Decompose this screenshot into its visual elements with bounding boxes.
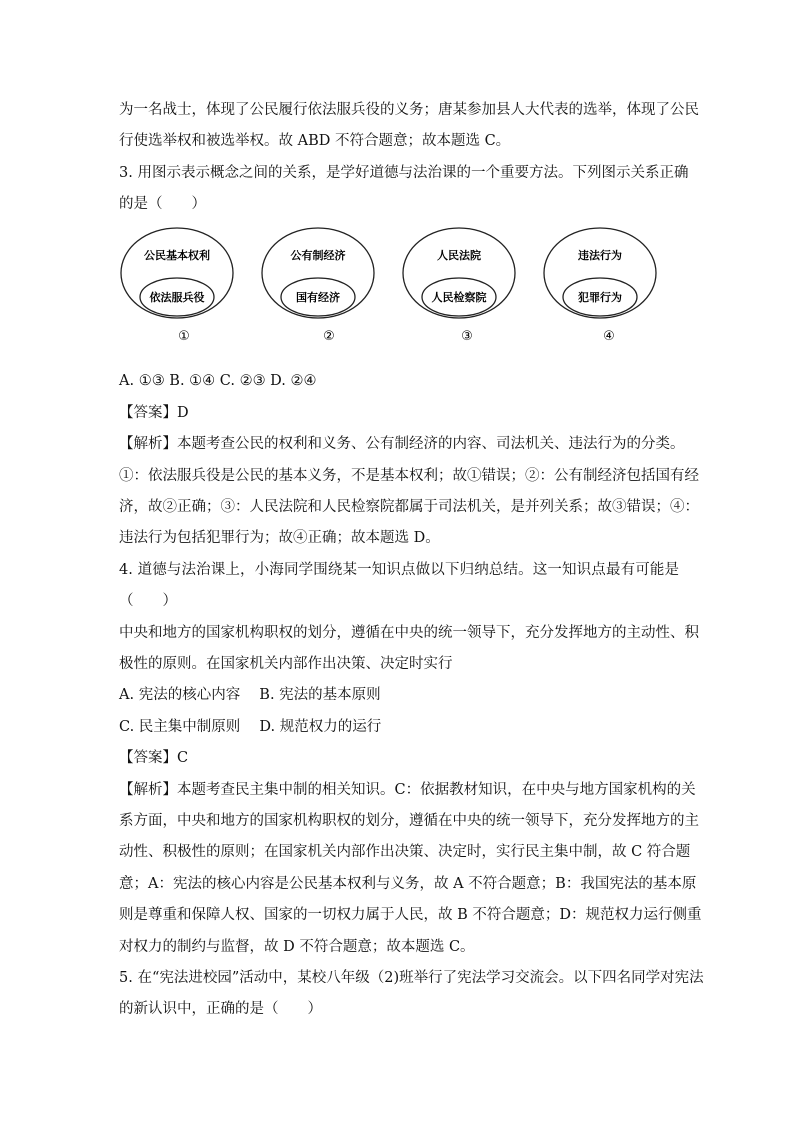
diagram-3 xyxy=(403,228,515,344)
diagram-3-outer-label: 人民法院 xyxy=(437,249,481,262)
diagram-3-inner-label: 人民检察院 xyxy=(431,291,487,304)
diagram-2-inner-label: 国有经济 xyxy=(296,291,340,304)
text-line: 行使选举权和被选举权。故 ABD 不符合题意；故本题选 C。 xyxy=(119,133,511,149)
question-4-material: 中央和地方的国家机构职权的划分，遵循在中央的统一领导下，充分发挥地方的主动性、积 xyxy=(119,625,699,641)
question-4-options: C. 民主集中制原则 D. 规范权力的运行 xyxy=(119,719,382,735)
question-5-stem-end: 的新认识中，正确的是（ ） xyxy=(119,1001,322,1017)
question-4-analysis: 【解析】本题考查民主集中制的相关知识。C：依据教材知识，在中央与地方国家机构的关 xyxy=(119,782,696,798)
question-4-analysis: 动性、积极性的原则；在国家机关内部作出决策、决定时，实行民主集中制，故 C 符合题 xyxy=(119,844,691,860)
question-3-analysis: ①：依法服兵役是公民的基本义务，不是基本权利；故①错误；②：公有制经济包括国有经 xyxy=(119,468,699,484)
question-4-stem: 4. 道德与法治课上，小海同学围绕某一知识点做以下归纳总结。这一知识点最有可能是 xyxy=(119,562,679,578)
question-3-stem: 3. 用图示表示概念之间的关系，是学好道德与法治课的一个重要方法。下列图示关系正确 xyxy=(119,165,689,181)
question-4-analysis: 系方面，中央和地方的国家机构职权的划分，遵循在中央的统一领导下，充分发挥地方的主 xyxy=(119,813,699,829)
diagram-4-outer-label: 违法行为 xyxy=(578,249,622,262)
question-4-analysis: 对权力的制约与监督，故 D 不符合题意；故本题选 C。 xyxy=(119,939,475,955)
question-4-options: A. 宪法的核心内容 B. 宪法的基本原则 xyxy=(119,687,381,703)
question-3-analysis: 济，故②正确；③：人民法院和人民检察院都属于司法机关，是并列关系；故③错误；④： xyxy=(119,499,699,515)
question-3-analysis: 【解析】本题考查公民的权利和义务、公有制经济的内容、司法机关、违法行为的分类。 xyxy=(119,436,685,452)
diagram-1-inner-label: 依法服兵役 xyxy=(149,291,205,304)
question-3-analysis: 违法行为包括犯罪行为；故④正确；故本题选 D。 xyxy=(119,530,440,546)
question-4-answer: 【答案】C xyxy=(119,750,189,766)
diagram-2-number: ② xyxy=(323,329,335,344)
diagram-2-outer-label: 公有制经济 xyxy=(290,249,346,262)
question-5-stem: 5. 在“宪法进校园”活动中，某校八年级（2)班举行了宪法学习交流会。以下四名同学对宪法 xyxy=(119,970,704,986)
diagram-2 xyxy=(262,228,374,344)
diagram-1-outer-label: 公民基本权利 xyxy=(144,249,210,262)
diagram-4-number: ④ xyxy=(603,329,615,344)
question-3-answer: 【答案】D xyxy=(119,405,189,421)
question-4-stem-end: （ ） xyxy=(119,593,177,609)
diagram-1-number: ① xyxy=(178,329,190,344)
question-3-options: A. ①③ B. ①④ C. ②③ D. ②④ xyxy=(119,373,317,389)
question-3-stem-end: 的是（ ） xyxy=(119,196,206,212)
question-4-analysis: 则是尊重和保障人权、国家的一切权力属于人民，故 B 不符合题意；D：规范权力运行侧重 xyxy=(119,907,702,923)
concept-diagrams xyxy=(118,226,688,350)
diagram-4 xyxy=(544,228,656,344)
text-line: 为一名战士，体现了公民履行依法服兵役的义务；唐某参加县人大代表的选举，体现了公民 xyxy=(119,102,699,118)
diagram-3-number: ③ xyxy=(461,329,473,344)
diagram-1 xyxy=(121,228,233,344)
diagram-4-inner-label: 犯罪行为 xyxy=(578,291,622,304)
question-4-analysis: 意；A：宪法的核心内容是公民基本权利与义务，故 A 不符合题意；B：我国宪法的基本原 xyxy=(119,876,697,892)
question-4-material: 极性的原则。在国家机关内部作出决策、决定时实行 xyxy=(119,656,453,672)
